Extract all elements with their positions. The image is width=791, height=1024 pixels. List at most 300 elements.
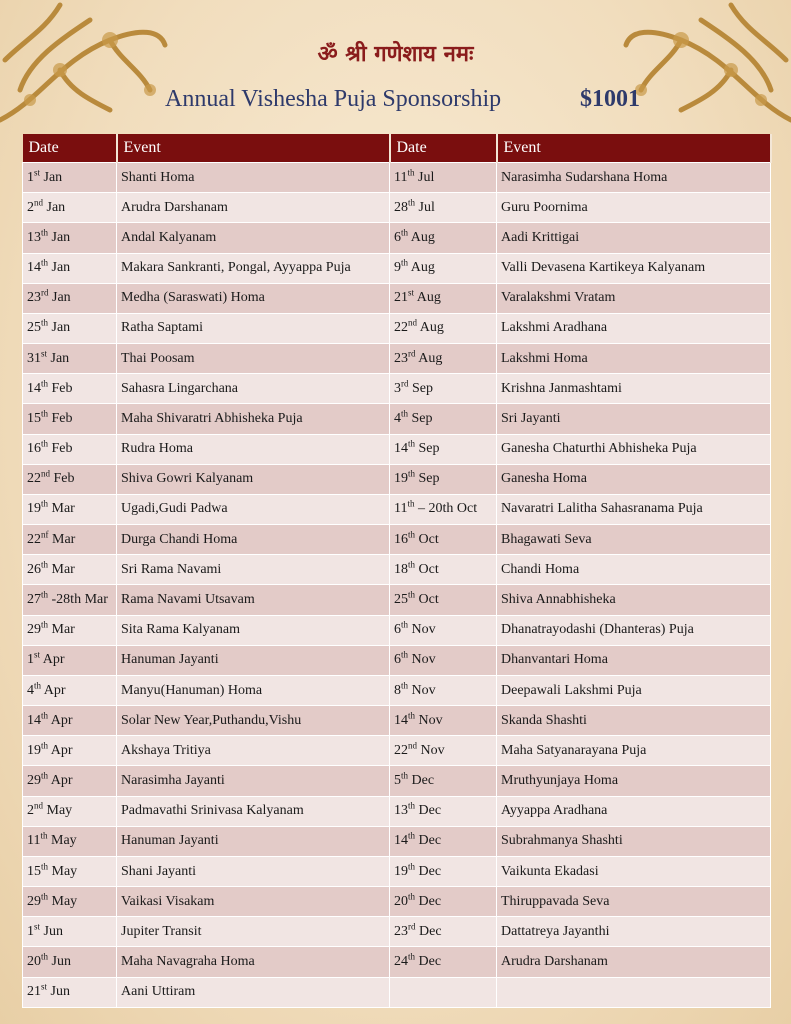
date-day: 16 [394,531,408,547]
date-day: 24 [394,954,408,970]
event-cell: Maha Shivaratri Abhisheka Puja [117,404,390,434]
date-day: 1 [27,923,34,939]
date-day: 14 [394,441,408,457]
date-suffix: th [41,559,49,570]
date-suffix: th [41,619,49,630]
table-row [23,917,771,947]
event-cell: Maha Navagraha Homa [117,947,390,977]
event-cell: Rudra Homa [117,434,390,464]
date-day: 23 [394,350,408,366]
date-month: May [51,893,78,909]
table-row [23,947,771,977]
table-row [23,374,771,404]
event-cell: Ratha Saptami [117,313,390,343]
date-cell [23,706,117,736]
table-row [23,464,771,494]
date-cell [390,856,497,886]
event-cell: Skanda Shashti [497,706,771,736]
date-suffix: th [41,710,49,721]
date-month: May [51,833,77,849]
date-suffix: nd [408,317,417,328]
date-day: 25 [394,591,408,607]
event-cell: Ugadi,Gudi Padwa [117,494,390,524]
date-day: 4 [394,410,401,426]
date-day: 28 [394,199,408,215]
date-day: 14 [27,712,41,728]
date-day: 18 [394,561,408,577]
table-row [23,223,771,253]
date-suffix: th [41,227,49,238]
event-cell: Lakshmi Aradhana [497,313,771,343]
table-row [23,555,771,585]
date-day: 23 [27,290,41,306]
date-suffix: rd [408,921,416,932]
event-cell: Guru Poornima [497,193,771,223]
date-month: Feb [51,380,73,396]
date-month: Sep [418,441,440,457]
date-month: May [51,863,78,879]
date-day: 6 [394,622,401,638]
date-month: Aug [419,320,444,336]
date-day: 15 [27,410,41,426]
date-suffix: th [408,528,416,539]
date-cell [390,434,497,464]
date-cell [390,736,497,766]
table-row [23,163,771,193]
date-cell [390,917,497,947]
event-cell: Ganesha Homa [497,464,771,494]
table-row [23,193,771,223]
date-day: 14 [394,833,408,849]
date-day: 29 [27,773,41,789]
date-suffix: th [41,378,49,389]
table-row [23,253,771,283]
date-day: 21 [394,290,408,306]
event-cell: Shiva Annabhisheka [497,585,771,615]
date-suffix: th [408,891,416,902]
date-month: Jul [418,199,435,215]
date-cell [23,404,117,434]
date-month: – 20th Oct [418,501,478,517]
date-cell [23,434,117,464]
date-month: Dec [418,893,442,909]
date-month: Mar [51,622,75,638]
date-cell [390,374,497,404]
date-month: Mar [51,501,75,517]
date-cell [23,675,117,705]
date-month: Nov [418,712,443,728]
date-month: Jan [43,169,63,185]
date-cell [23,615,117,645]
date-suffix: th [407,498,415,509]
date-suffix: st [34,649,41,660]
table-row [23,706,771,736]
date-cell [23,344,117,374]
date-cell [23,283,117,313]
date-suffix: th [401,770,409,781]
table-row [23,525,771,555]
date-cell [23,313,117,343]
date-day: 4 [27,682,34,698]
event-cell: Sri Jayanti [497,404,771,434]
header-date-2: Date [390,134,497,163]
event-cell: Varalakshmi Vratam [497,283,771,313]
date-cell [23,796,117,826]
date-suffix: th [41,770,49,781]
event-cell: Ganesha Chaturthi Abhisheka Puja [497,434,771,464]
date-suffix: th [41,408,49,419]
date-month: Nov [411,622,436,638]
date-day: 19 [27,501,41,517]
date-suffix: th [408,800,416,811]
header-event-2: Event [497,134,771,163]
date-suffix: th [41,438,49,449]
date-suffix: th [408,860,416,871]
event-cell: Padmavathi Srinivasa Kalyanam [117,796,390,826]
date-month: Jun [50,984,70,1000]
event-cell: Thiruppavada Seva [497,887,771,917]
table-row [23,796,771,826]
date-suffix: rd [401,378,409,389]
date-suffix: th [408,589,416,600]
date-cell [23,193,117,223]
date-day: 26 [27,561,41,577]
event-cell: Durga Chandi Homa [117,525,390,555]
event-cell: Shani Jayanti [117,856,390,886]
date-cell [390,404,497,434]
date-month: Aug [416,290,441,306]
date-suffix: th [34,679,42,690]
date-cell [390,615,497,645]
event-cell: Dhanvantari Homa [497,645,771,675]
date-day: 13 [394,803,408,819]
event-cell: Lakshmi Homa [497,344,771,374]
table-row [23,736,771,766]
date-month: Apr [50,712,73,728]
event-cell: Deepawali Lakshmi Puja [497,675,771,705]
event-cell: Narasimha Jayanti [117,766,390,796]
date-day: 2 [27,199,34,215]
date-cell [23,494,117,524]
date-cell [390,706,497,736]
date-suffix: th [408,468,416,479]
date-month: -28th Mar [51,591,108,607]
date-cell [23,856,117,886]
date-day: 13 [27,229,41,245]
date-cell [390,796,497,826]
date-day: 11 [27,833,41,849]
date-day: 31 [27,350,41,366]
date-suffix: th [41,860,49,871]
event-cell: Thai Poosam [117,344,390,374]
event-cell: Sita Rama Kalyanam [117,615,390,645]
event-cell: Makara Sankranti, Pongal, Ayyappa Puja [117,253,390,283]
date-month: Aug [418,350,443,366]
date-suffix: th [41,891,49,902]
date-suffix: nd [408,740,417,751]
date-cell [390,163,497,193]
event-cell: Shanti Homa [117,163,390,193]
date-month: Apr [43,682,66,698]
date-month: Dec [418,863,442,879]
date-month: Nov [420,742,445,758]
date-suffix: th [41,317,49,328]
event-cell [497,977,771,1007]
date-day: 22 [27,531,41,547]
date-cell [23,887,117,917]
event-cell: Sri Rama Navami [117,555,390,585]
date-day: 6 [394,229,401,245]
event-cell: Andal Kalyanam [117,223,390,253]
date-suffix: th [408,710,416,721]
date-suffix: th [41,740,49,751]
table-row [23,494,771,524]
date-cell [390,283,497,313]
date-cell [390,947,497,977]
event-cell: Solar New Year,Puthandu,Vishu [117,706,390,736]
date-day: 20 [27,954,41,970]
date-day: 11 [394,169,408,185]
table-row [23,977,771,1007]
date-cell [390,555,497,585]
table-row [23,404,771,434]
date-suffix: th [401,619,409,630]
date-month: Jan [46,199,66,215]
date-month: Jun [51,954,71,970]
date-month: Sep [411,410,433,426]
date-suffix: th [41,951,49,962]
date-suffix: th [408,197,416,208]
table-row [23,856,771,886]
event-cell: Ayyappa Aradhana [497,796,771,826]
date-cell [23,464,117,494]
event-cell: Arudra Darshanam [117,193,390,223]
event-cell: Navaratri Lalitha Sahasranama Puja [497,494,771,524]
date-month: Feb [53,471,75,487]
header-event-1: Event [117,134,390,163]
date-suffix: st [41,981,48,992]
date-suffix: th [408,559,416,570]
date-cell [23,555,117,585]
table-row [23,645,771,675]
event-cell: Subrahmanya Shashti [497,826,771,856]
date-suffix: st [34,166,41,177]
table-row [23,887,771,917]
date-day: 6 [394,652,401,668]
event-cell: Hanuman Jayanti [117,826,390,856]
invocation-heading: ॐ श्री गणेशाय नमः [317,42,474,67]
date-cell [390,766,497,796]
date-suffix: st [408,287,415,298]
date-suffix: th [408,438,416,449]
date-cell [390,977,497,1007]
date-cell [390,494,497,524]
event-cell: Aadi Krittigai [497,223,771,253]
date-cell [390,645,497,675]
event-cell: Arudra Darshanam [497,947,771,977]
date-month: Nov [411,682,436,698]
date-cell [23,585,117,615]
date-cell [23,947,117,977]
date-day: 27 [27,591,41,607]
event-cell: Bhagawati Seva [497,525,771,555]
event-cell: Aani Uttiram [117,977,390,1007]
date-month: Mar [51,561,75,577]
date-suffix: nd [34,800,43,811]
header-date-1: Date [23,134,117,163]
sponsorship-price: $1001 [580,86,640,112]
date-cell [390,253,497,283]
date-suffix: nd [34,197,43,208]
date-cell [390,344,497,374]
date-month: Jul [418,169,435,185]
event-cell: Vaikunta Ekadasi [497,856,771,886]
date-day: 14 [27,380,41,396]
date-cell [23,253,117,283]
date-month: Apr [50,742,73,758]
date-suffix: th [401,408,409,419]
event-cell: Jupiter Transit [117,917,390,947]
date-month: Dec [411,773,435,789]
event-cell: Manyu(Hanuman) Homa [117,675,390,705]
date-cell [23,736,117,766]
date-day: 3 [394,380,401,396]
date-cell [23,525,117,555]
date-day: 22 [394,742,408,758]
date-month: Oct [418,591,439,607]
date-month: Feb [51,441,73,457]
date-month: Mar [52,531,76,547]
event-cell: Hanuman Jayanti [117,645,390,675]
date-cell [23,826,117,856]
event-cell: Shiva Gowri Kalyanam [117,464,390,494]
date-suffix: rd [41,287,49,298]
date-month: Oct [418,531,439,547]
floral-ornament-left [0,0,170,150]
table-row [23,283,771,313]
event-cell: Vaikasi Visakam [117,887,390,917]
date-month: Jun [43,923,63,939]
date-suffix: st [34,921,41,932]
date-month: Sep [412,380,433,396]
date-day: 16 [27,441,41,457]
date-day: 1 [27,652,34,668]
date-suffix: th [401,679,409,690]
date-month: May [46,803,73,819]
date-day: 23 [394,923,408,939]
date-day: 8 [394,682,401,698]
date-day: 9 [394,260,401,276]
table-row [23,434,771,464]
date-month: Aug [410,260,435,276]
date-suffix: th [401,257,409,268]
table-row [23,766,771,796]
date-cell [390,313,497,343]
date-month: Sep [418,471,440,487]
date-suffix: th [407,166,415,177]
date-cell [390,223,497,253]
date-month: Aug [410,229,435,245]
date-day: 29 [27,893,41,909]
date-day: 19 [27,742,41,758]
date-month: Apr [42,652,65,668]
table-row [23,826,771,856]
date-cell [23,163,117,193]
table-row [23,313,771,343]
event-cell: Medha (Saraswati) Homa [117,283,390,313]
table-row [23,675,771,705]
date-suffix: th [41,257,49,268]
event-cell: Maha Satyanarayana Puja [497,736,771,766]
date-cell [390,525,497,555]
date-suffix: th [41,498,49,509]
date-suffix: th [41,589,49,600]
puja-schedule-table [22,134,772,1008]
date-day: 14 [394,712,408,728]
date-month: Jan [51,320,71,336]
event-cell: Valli Devasena Kartikeya Kalyanam [497,253,771,283]
event-cell: Rama Navami Utsavam [117,585,390,615]
date-month: Dec [418,803,442,819]
date-cell [23,766,117,796]
date-cell [23,977,117,1007]
date-day: 19 [394,863,408,879]
date-cell [23,223,117,253]
date-day: 20 [394,893,408,909]
date-day: 22 [27,471,41,487]
date-cell [390,193,497,223]
event-cell: Chandi Homa [497,555,771,585]
event-cell: Narasimha Sudarshana Homa [497,163,771,193]
date-month: Jan [51,229,71,245]
date-month: Nov [411,652,436,668]
table-row [23,344,771,374]
date-day: 2 [27,803,34,819]
date-month: Feb [51,410,73,426]
date-day: 1 [27,169,34,185]
date-cell [23,645,117,675]
date-day: 22 [394,320,408,336]
date-suffix: rd [408,347,416,358]
date-day: 21 [27,984,41,1000]
date-suffix: nf [41,528,49,539]
date-day: 14 [27,260,41,276]
date-suffix: th [408,830,416,841]
date-suffix: th [40,830,48,841]
date-month: Dec [419,923,442,939]
event-cell: Dhanatrayodashi (Dhanteras) Puja [497,615,771,645]
date-cell [390,464,497,494]
date-day: 5 [394,773,401,789]
event-cell: Mruthyunjaya Homa [497,766,771,796]
page-title: Annual Vishesha Puja Sponsorship [165,86,502,112]
event-cell: Dattatreya Jayanthi [497,917,771,947]
date-cell [23,917,117,947]
date-day: 11 [394,501,408,517]
date-cell [390,826,497,856]
date-suffix: nd [41,468,50,479]
date-cell [390,675,497,705]
date-month: Oct [418,561,439,577]
event-cell: Akshaya Tritiya [117,736,390,766]
date-day: 25 [27,320,41,336]
date-cell [390,585,497,615]
date-suffix: th [401,227,409,238]
table-header-row [23,134,771,163]
date-suffix: th [401,649,409,660]
date-month: Dec [418,833,442,849]
date-month: Dec [418,954,442,970]
